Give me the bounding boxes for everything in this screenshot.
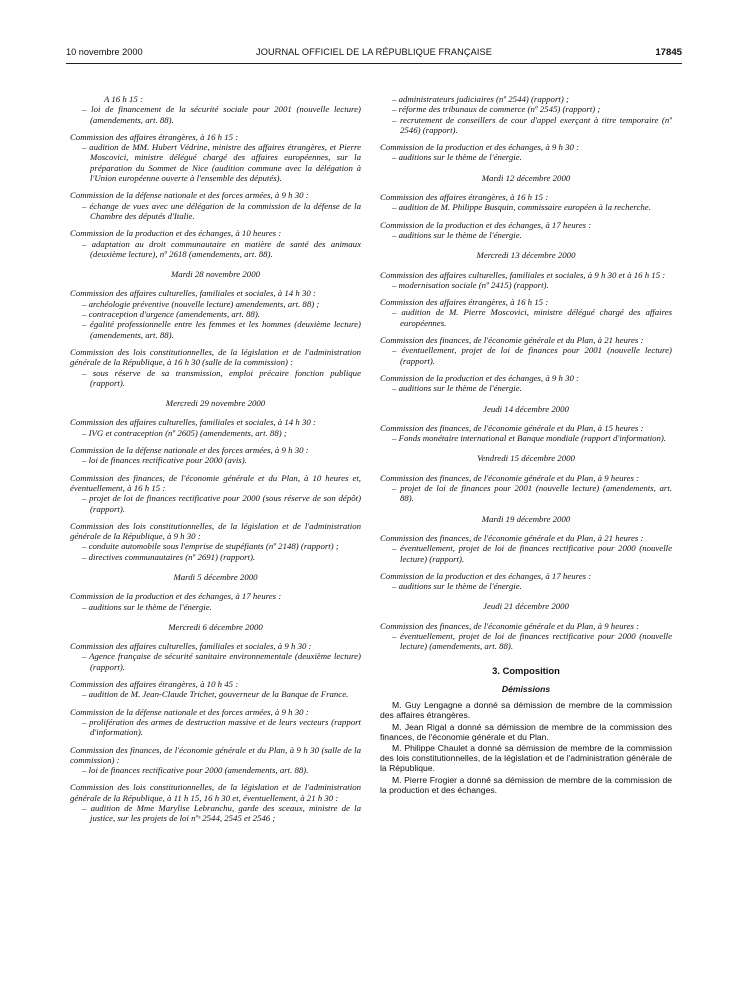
date-heading: Mardi 5 décembre 2000 bbox=[173, 571, 258, 582]
date-heading: Mardi 28 novembre 2000 bbox=[170, 269, 260, 280]
date-heading: Mardi 12 décembre 2000 bbox=[481, 172, 571, 183]
entry-title: Commission des affaires culturelles, familiales et sociales, à 14 h 30 : bbox=[70, 288, 316, 299]
agenda-entry bbox=[70, 745, 361, 776]
entry-items bbox=[70, 717, 361, 738]
entry-item: – échange de vues avec une délégation de la commission de la défense de la Chambre des députés d'Italie. bbox=[82, 201, 361, 222]
entry-item: – recrutement de conseillers de cour d'appel exerçant à titre temporaire (nº 2546) (rapport). bbox=[392, 115, 672, 136]
entry-item: – éventuellement, projet de loi de finances rectificative pour 2000 (nouvelle lecture) (rapport). bbox=[392, 543, 672, 564]
entry-item: – loi de financement de la sécurité sociale pour 2001 (nouvelle lecture) (amendements, art. 88). bbox=[82, 104, 361, 125]
agenda-entry bbox=[380, 621, 672, 652]
agenda-entry bbox=[380, 473, 672, 504]
entry-items bbox=[70, 428, 361, 438]
entry-items bbox=[70, 651, 361, 672]
entry-items bbox=[70, 765, 361, 775]
entry-item: – auditions sur le thème de l'énergie. bbox=[392, 581, 672, 591]
agenda-entry bbox=[380, 423, 672, 444]
agenda-entry-continued bbox=[380, 94, 672, 135]
entry-item: – archéologie préventive (nouvelle lecture) amendements, art. 88) ; bbox=[82, 299, 361, 309]
resignation-paragraph: M. Pierre Frogier a donné sa démission de membre de la commission de la production et des échanges. bbox=[380, 774, 672, 795]
agenda-entry bbox=[70, 445, 361, 466]
entry-item: – Fonds monétaire international et Banque mondiale (rapport d'information). bbox=[392, 433, 672, 443]
entry-items bbox=[380, 581, 672, 591]
resignations bbox=[380, 700, 672, 795]
entry-items bbox=[70, 368, 361, 389]
entry-title: Commission des lois constitutionnelles, de la législation et de l'administration générale de la République, à 11 h 15, 16 h 30 et, éventuellement, à 21 h 30 : bbox=[70, 782, 361, 803]
agenda-entry bbox=[70, 190, 361, 221]
agenda-entry bbox=[380, 373, 672, 394]
agenda-entry bbox=[70, 473, 361, 514]
date-heading: Jeudi 14 décembre 2000 bbox=[483, 403, 569, 414]
resignation-paragraph: M. Jean Rigal a donné sa démission de membre de la commission des finances, de l'économie générale et du Plan. bbox=[380, 721, 672, 742]
entry-items bbox=[380, 230, 672, 240]
agenda-entry bbox=[380, 533, 672, 564]
agenda-entry bbox=[380, 220, 672, 241]
entry-items bbox=[380, 307, 672, 328]
agenda-entry bbox=[380, 297, 672, 328]
right-column bbox=[380, 94, 672, 796]
entry-item: – adaptation au droit communautaire en matière de santé des animaux (deuxième lecture), nº 2618 (amendements, art. 88). bbox=[82, 239, 361, 260]
entry-items bbox=[380, 202, 672, 212]
left-column bbox=[70, 94, 361, 831]
entry-item: – audition de MM. Hubert Védrine, ministre des affaires étrangères, et Pierre Moscovici, ministre délégué chargé des affaires européennes, sur la préparation du Sommet de Nice (audition commune avec la délégation à l'Union européenne ouverte à l'ensemble des députés). bbox=[82, 142, 361, 183]
entry-items bbox=[70, 299, 361, 340]
entry-items bbox=[380, 383, 672, 393]
agenda-entry bbox=[70, 94, 361, 125]
entry-item: – loi de finances rectificative pour 2000 (avis). bbox=[82, 455, 361, 465]
agenda-entry bbox=[70, 132, 361, 183]
agenda-entry bbox=[70, 417, 361, 438]
date-heading: Mardi 19 décembre 2000 bbox=[481, 513, 571, 524]
entry-title: Commission de la production et des échanges, à 17 heures : bbox=[70, 591, 282, 602]
entry-items bbox=[70, 541, 361, 562]
agenda-entry bbox=[70, 228, 361, 259]
entry-item: – auditions sur le thème de l'énergie. bbox=[82, 602, 361, 612]
header-journal-title: JOURNAL OFFICIEL DE LA RÉPUBLIQUE FRANÇAISE bbox=[256, 47, 492, 57]
entry-item: – directives communautaires (nº 2691) (rapport). bbox=[82, 552, 361, 562]
entry-item: – administrateurs judiciaires (nº 2544) (rapport) ; bbox=[392, 94, 672, 104]
entry-item: – Agence française de sécurité sanitaire environnementale (deuxième lecture) (rapport). bbox=[82, 651, 361, 672]
entry-title: Commission de la production et des échanges, à 9 h 30 : bbox=[380, 372, 580, 383]
entry-item: – auditions sur le thème de l'énergie. bbox=[392, 230, 672, 240]
date-heading: Mercredi 29 novembre 2000 bbox=[165, 398, 266, 409]
agenda-entry bbox=[70, 707, 361, 738]
entry-item: – réforme des tribunaux de commerce (nº 2545) (rapport) ; bbox=[392, 104, 672, 114]
agenda-entry bbox=[70, 782, 361, 823]
header-rule bbox=[66, 63, 682, 64]
entry-title: Commission de la production et des échanges, à 17 heures : bbox=[380, 570, 592, 581]
entry-title: Commission des finances, de l'économie générale et du Plan, à 15 heures : bbox=[380, 422, 644, 433]
entry-title: Commission des finances, de l'économie générale et du Plan, à 9 h 30 (salle de la commission) : bbox=[70, 744, 361, 765]
entry-item: – conduite automobile sous l'emprise de stupéfiants (nº 2148) (rapport) ; bbox=[82, 541, 361, 551]
entry-title: Commission de la production et des échanges, à 17 heures : bbox=[380, 219, 592, 230]
entry-title: Commission de la défense nationale et des forces armées, à 9 h 30 : bbox=[70, 190, 309, 201]
entry-item: – contraception d'urgence (amendements, art. 88). bbox=[82, 309, 361, 319]
entry-title: Commission des finances, de l'économie générale et du Plan, à 9 heures : bbox=[380, 620, 640, 631]
agenda-entry bbox=[70, 288, 361, 339]
entry-items bbox=[70, 455, 361, 465]
entry-title: Commission des affaires culturelles, familiales et sociales, à 9 h 30 et à 16 h 15 : bbox=[380, 269, 666, 280]
section-title: 3. Composition bbox=[492, 664, 560, 676]
agenda-entry bbox=[380, 192, 672, 213]
resignation-paragraph: M. Guy Lengagne a donné sa démission de membre de la commission des affaires étrangères. bbox=[380, 700, 672, 721]
entry-title: Commission des affaires étrangères, à 10 h 45 : bbox=[70, 679, 239, 690]
agenda-entry bbox=[70, 521, 361, 562]
entry-item: – prolifération des armes de destruction massive et de leurs vecteurs (rapport d'information). bbox=[82, 717, 361, 738]
entry-item: – éventuellement, projet de loi de finances rectificative pour 2000 (nouvelle lecture) (amendements, art. 88). bbox=[392, 631, 672, 652]
entry-items bbox=[70, 602, 361, 612]
entry-item: – audition de M. Pierre Moscovici, ministre délégué chargé des affaires européennes. bbox=[392, 307, 672, 328]
header-date: 10 novembre 2000 bbox=[66, 47, 143, 57]
entry-items bbox=[380, 152, 672, 162]
entry-items bbox=[380, 433, 672, 443]
date-heading: Vendredi 15 décembre 2000 bbox=[477, 453, 575, 464]
entry-items bbox=[380, 94, 672, 135]
entry-title: Commission des finances, de l'économie générale et du Plan, à 21 heures : bbox=[380, 335, 644, 346]
entry-title: Commission de la production et des échanges, à 9 h 30 : bbox=[380, 142, 580, 153]
entry-items bbox=[70, 689, 361, 699]
agenda-entry bbox=[380, 142, 672, 163]
entry-items bbox=[70, 201, 361, 222]
subsection-title: Démissions bbox=[501, 683, 551, 694]
entry-items bbox=[380, 483, 672, 504]
entry-title: Commission des affaires culturelles, familiales et sociales, à 14 h 30 : bbox=[70, 417, 316, 428]
entry-item: – auditions sur le thème de l'énergie. bbox=[392, 383, 672, 393]
entry-title: Commission des finances, de l'économie générale et du Plan, à 21 heures : bbox=[380, 532, 644, 543]
agenda-entry bbox=[70, 641, 361, 672]
entry-item: – audition de Mme Marylise Lebranchu, garde des sceaux, ministre de la justice, sur les projets de loi nºˢ 2544, 2545 et 2546 ; bbox=[82, 803, 361, 824]
entry-item: – IVG et contraception (nº 2605) (amendements, art. 88) ; bbox=[82, 428, 361, 438]
header-page-number: 17845 bbox=[655, 47, 682, 58]
agenda-entry bbox=[380, 571, 672, 592]
agenda-entry bbox=[380, 270, 672, 291]
entry-title: Commission des lois constitutionnelles, de la législation et de l'administration générale de la République, à 16 h 30 (salle de la commission) : bbox=[70, 346, 361, 368]
agenda-entry bbox=[70, 347, 361, 388]
entry-item: – audition de M. Jean-Claude Trichet, gouverneur de la Banque de France. bbox=[82, 689, 361, 699]
entry-items bbox=[380, 631, 672, 652]
entry-items bbox=[380, 543, 672, 564]
entry-title: Commission des affaires étrangères, à 16 h 15 : bbox=[70, 131, 239, 142]
entry-items bbox=[70, 142, 361, 183]
page-header bbox=[66, 47, 682, 63]
entry-item: – projet de loi de finances rectificative pour 2000 (sous réserve de son dépôt) (rapport). bbox=[82, 493, 361, 514]
entry-items bbox=[70, 803, 361, 824]
entry-items bbox=[380, 345, 672, 366]
entry-item: – sous réserve de sa transmission, emploi précaire fonction publique (rapport). bbox=[82, 368, 361, 389]
entry-item: – auditions sur le thème de l'énergie. bbox=[392, 152, 672, 162]
entry-title: Commission des finances, de l'économie générale et du Plan, à 9 heures : bbox=[380, 472, 640, 483]
entry-item: – projet de loi de finances pour 2001 (nouvelle lecture) (amendements, art. 88). bbox=[392, 483, 672, 504]
entry-title: Commission des finances, de l'économie générale et du Plan, à 10 heures et, éventuellement, à 16 h 15 : bbox=[70, 472, 361, 493]
resignation-paragraph: M. Philippe Chaulet a donné sa démission de membre de la commission des lois constitutionnelles, de la législation et de l'administration générale de la République. bbox=[380, 742, 672, 774]
entry-title: Commission de la production et des échanges, à 10 heures : bbox=[70, 228, 282, 239]
entry-item: – loi de finances rectificative pour 2000 (amendements, art. 88). bbox=[82, 765, 361, 775]
entry-items bbox=[380, 280, 672, 290]
agenda-entry bbox=[70, 591, 361, 612]
entry-title: Commission des lois constitutionnelles, de la législation et de l'administration générale de la République, à 9 h 30 : bbox=[70, 520, 361, 542]
entry-item: – éventuellement, projet de loi de finances pour 2001 (nouvelle lecture) (rapport). bbox=[392, 345, 672, 366]
entry-title: Commission des affaires culturelles, familiales et sociales, à 9 h 30 : bbox=[70, 641, 312, 652]
entry-items bbox=[70, 239, 361, 260]
entry-items bbox=[70, 104, 361, 125]
agenda-entry bbox=[380, 335, 672, 366]
entry-title: Commission de la défense nationale et des forces armées, à 9 h 30 : bbox=[70, 706, 309, 717]
entry-title: Commission des affaires étrangères, à 16 h 15 : bbox=[380, 297, 549, 308]
date-heading: Mercredi 13 décembre 2000 bbox=[476, 250, 576, 261]
entry-title: Commission des affaires étrangères, à 16 h 15 : bbox=[380, 192, 549, 203]
entry-item: – égalité professionnelle entre les femmes et les hommes (deuxième lecture) (amendements, art. 88). bbox=[82, 319, 361, 340]
agenda-entry bbox=[70, 679, 361, 700]
entry-title: Commission de la défense nationale et des forces armées, à 9 h 30 : bbox=[70, 445, 309, 456]
entry-items bbox=[70, 493, 361, 514]
entry-item: – modernisation sociale (nº 2415) (rapport). bbox=[392, 280, 672, 290]
entry-item: – audition de M. Philippe Busquin, commissaire européen à la recherche. bbox=[392, 202, 672, 212]
date-heading: Jeudi 21 décembre 2000 bbox=[483, 601, 569, 612]
entry-time: A 16 h 15 : bbox=[104, 94, 143, 104]
date-heading: Mercredi 6 décembre 2000 bbox=[168, 621, 263, 632]
